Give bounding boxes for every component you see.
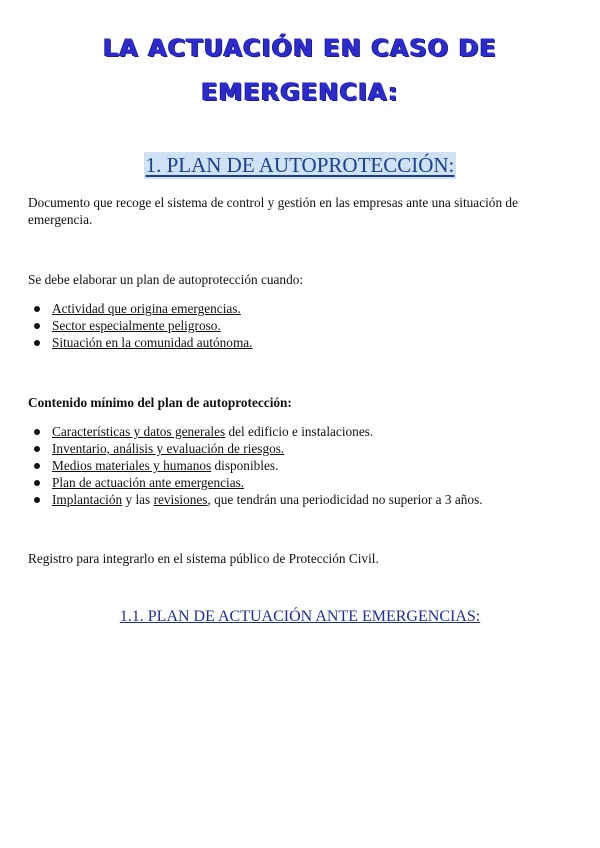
section-1-1-heading: 1.1. PLAN DE ACTUACIÓN ANTE EMERGENCIAS: bbox=[119, 608, 481, 625]
list-item: Sector especialmente peligroso. bbox=[28, 317, 578, 334]
bullet-icon bbox=[34, 323, 40, 329]
bullet-icon bbox=[34, 480, 40, 486]
bullet-icon bbox=[34, 497, 40, 503]
section-1-description: Documento que recoge el sistema de control y gestión en las empresas ante una situación de emergencia. bbox=[28, 195, 518, 227]
content-list bbox=[28, 423, 578, 508]
bullet-icon bbox=[34, 446, 40, 452]
bullet-icon bbox=[34, 463, 40, 469]
when-intro: Se debe elaborar un plan de autoprotección cuando: bbox=[28, 272, 304, 287]
list-item: Inventario, análisis y evaluación de riesgos. bbox=[28, 440, 578, 457]
bullet-icon bbox=[34, 429, 40, 435]
content-heading: Contenido mínimo del plan de autoprotección: bbox=[28, 395, 292, 410]
section-1-heading: 1. PLAN DE AUTOPROTECCIÓN: bbox=[145, 153, 455, 177]
list-item: Actividad que origina emergencias. bbox=[28, 300, 578, 317]
document-title bbox=[40, 26, 560, 114]
bullet-icon bbox=[34, 306, 40, 312]
title-line-2: EMERGENCIA: bbox=[201, 78, 399, 106]
title-line-1: LA ACTUACIÓN EN CASO DE bbox=[103, 34, 497, 62]
registry-text: Registro para integrarlo en el sistema público de Protección Civil. bbox=[28, 551, 379, 566]
list-item: Medios materiales y humanos disponibles. bbox=[28, 457, 578, 474]
list-item: Implantación y las revisiones, que tendrán una periodicidad no superior a 3 años. bbox=[28, 491, 578, 508]
when-list bbox=[28, 300, 578, 351]
list-item: Situación en la comunidad autónoma. bbox=[28, 334, 578, 351]
list-item: Plan de actuación ante emergencias. bbox=[28, 474, 578, 491]
bullet-icon bbox=[34, 340, 40, 346]
list-item: Características y datos generales del edificio e instalaciones. bbox=[28, 423, 578, 440]
